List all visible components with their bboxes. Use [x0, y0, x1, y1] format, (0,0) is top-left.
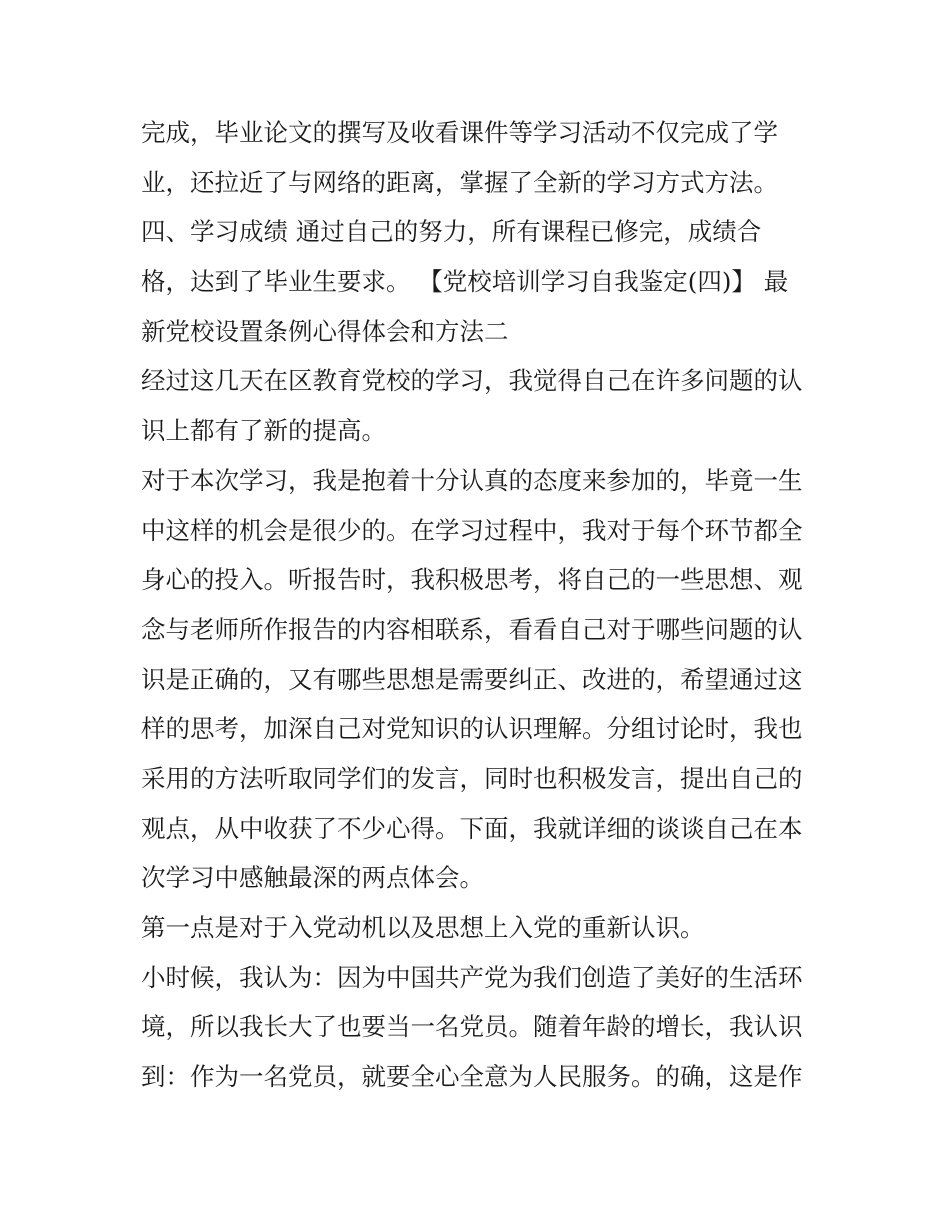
text-line-11: 念与老师所作报告的内容相联系，看看自己对于哪些问题的认 — [141, 614, 803, 644]
text-line-6: 经过这几天在区教育党校的学习，我觉得自己在许多问题的认 — [141, 366, 803, 396]
text-line-2: 业，还拉近了与网络的距离，掌握了全新的学习方式方法。 — [141, 167, 778, 197]
text-line-9: 中这样的机会是很少的。在学习过程中，我对于每个环节都全 — [141, 515, 803, 545]
text-line-3: 四、学习成绩 通过自己的努力，所有课程已修完，成绩合 — [141, 217, 762, 247]
text-line-4: 格，达到了毕业生要求。 【党校培训学习自我鉴定(四)】 最 — [141, 267, 789, 297]
text-line-1: 完成，毕业论文的撰写及收看课件等学习活动不仅完成了学 — [141, 118, 778, 147]
document-body — [141, 108, 821, 1102]
text-line-7: 识上都有了新的提高。 — [141, 416, 386, 446]
text-line-18: 小时候，我认为：因为中国共产党为我们创造了美好的生活环 — [141, 962, 803, 992]
text-line-12: 识是正确的，又有哪些思想是需要纠正、改进的，希望通过这 — [141, 664, 803, 694]
text-line-14: 采用的方法听取同学们的发言，同时也积极发言，提出自己的 — [141, 763, 803, 793]
text-line-17: 第一点是对于入党动机以及思想上入党的重新认识。 — [141, 913, 705, 942]
text-line-20: 到：作为一名党员，就要全心全意为人民服务。的确，这是作 — [141, 1062, 803, 1092]
text-line-16: 次学习中感触最深的两点体会。 — [141, 863, 484, 893]
text-line-8: 对于本次学习，我是抱着十分认真的态度来参加的，毕竟一生 — [141, 465, 803, 495]
text-line-5: 新党校设置条例心得体会和方法二 — [141, 316, 509, 346]
text-line-10: 身心的投入。听报告时，我积极思考，将自己的一些思想、观 — [141, 565, 803, 595]
text-line-19: 境，所以我长大了也要当一名党员。随着年龄的增长，我认识 — [141, 1012, 803, 1042]
text-line-13: 样的思考，加深自己对党知识的认识理解。分组讨论时，我也 — [141, 714, 803, 744]
text-line-15: 观点，从中收获了不少心得。下面，我就详细的谈谈自己在本 — [141, 813, 803, 843]
